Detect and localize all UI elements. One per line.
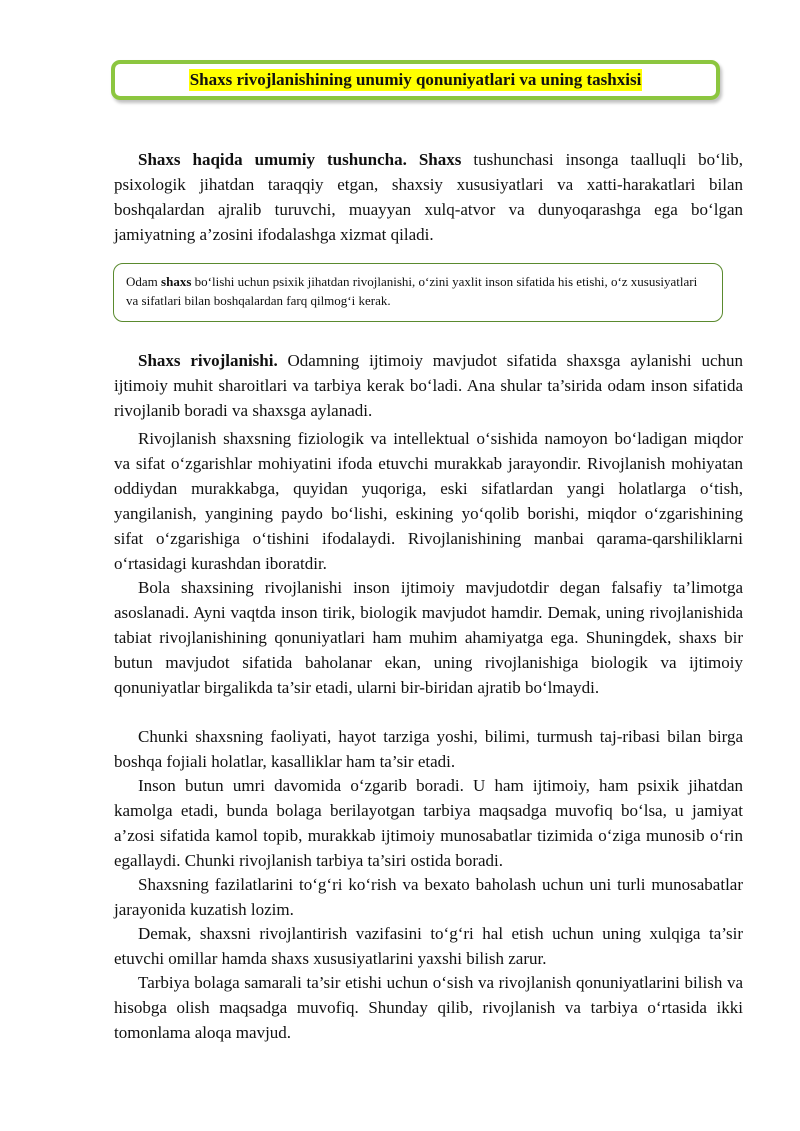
intro-bold-term: Shaxs	[418, 150, 462, 169]
paragraph-5: Shaxsning fazilatlarini to‘g‘ri ko‘rish va bexato baholash uchun uni turli munosabatlar jarayonida kuzatish lozim.	[114, 875, 743, 919]
development-paragraph	[114, 348, 743, 423]
development-bold-lead: Shaxs rivojlanishi.	[138, 351, 278, 370]
intro-text: tushunchasi insonga taalluqli bo‘lib, psixologik jihatdan taraqqiy etgan, shaxsiy xususiyatlari va xatti-harakatlari bilan boshqalardan ajralib turuvchi, muayyan xulq-atvor va dunyoqarashga ega bo‘lgan jamiyatning a’zosini ifodalashga xizmat qiladi.	[114, 150, 744, 244]
paragraph-1: Rivojlanish shaxsning fiziologik va intellektual o‘sishida namoyon bo‘ladigan miqdor va sifat o‘zgarishlar mohiyatini ifoda etuvchi murakkab jarayondir. Rivojlanish mohiyatan oddiydan murakkabga, quyidan yuqoriga, eski sifatlardan yangi holatlarga o‘tish, yangilanish, yangining paydo bo‘lishi, eskining yo‘qolib borishi, miqdor o‘zgarishining sifat o‘zgarishiga o‘tishini ifodalaydi. Rivojlanishining manbai qarama-qarshiliklarni o‘rtasidagi kurashdan iboratdir.	[114, 429, 743, 573]
paragraph-3: Chunki shaxsning faoliyati, hayot tarziga yoshi, bilimi, turmush taj-ribasi bilan birga boshqa fojiali holatlar, kasalliklar ham ta’sir etadi.	[114, 727, 743, 771]
paragraph-6: Demak, shaxsni rivojlantirish vazifasini to‘g‘ri hal etish uchun uning xulqiga ta’sir etuvchi omillar hamda shaxs xususiyatlarini yaxshi bilish zarur.	[114, 924, 743, 968]
development-text: Odamning ijtimoiy mavjudot sifatida shaxsga aylanishi uchun ijtimoiy muhit sharoitlari va tarbiya kerak bo‘ladi. Ana shular ta’sirida odam inson sifatida rivojlanib boradi va shaxsga aylanadi.	[114, 351, 743, 420]
note-post: bo‘lishi uchun psixik jihatdan rivojlanishi, o‘zini yaxlit inson sifatida his etishi, o‘z xususiyatlari va sifatlari bilan boshqalardan farq qilmog‘i kerak.	[126, 274, 698, 308]
note-pre: Odam	[126, 274, 158, 289]
intro-paragraph	[114, 147, 743, 247]
intro-bold-lead: Shaxs haqida umumiy tushuncha.	[138, 150, 407, 169]
paragraph-7: Tarbiya bolaga samarali ta’sir etishi uchun o‘sish va rivojlanish qonuniyatlarini bilish va hisobga olish maqsadga muvofiq. Shunday qilib, rivojlanish va tarbiya o‘rtasida ikki tomonlama aloqa mavjud.	[114, 973, 743, 1042]
note-box	[113, 263, 723, 322]
paragraph-4: Inson butun umri davomida o‘zgarib boradi. U ham ijtimoiy, ham psixik jihatdan kamolga etadi, bunda bolaga berilayotgan tarbiya maqsadga muvofiq bo‘lsa, u jamiyat a’zosi sifatida kamol topib, murakkab ijtimoiy munosabatlar tizimida o‘ziga munosib o‘rin egallaydi. Chunki rivojlanish tarbiya ta’siri ostida boradi.	[114, 776, 743, 870]
paragraph-2: Bola shaxsining rivojlanishi inson ijtimoiy mavjudotdir degan falsafiy ta’limotga asoslanadi. Ayni vaqtda inson tirik, biologik mavjudot hamdir. Demak, uning rivojlanishida tabiat rivojlanishining qonuniyatlari ham muhim ahamiyatga ega. Shuningdek, shaxs bir butun mavjudot sifatida baholanar ekan, uning rivojlanishiga biologik va ijtimoiy qonuniyatlar birgalikda ta’sir etadi, ularni bir-biridan ajratib bo‘lmaydi.	[114, 578, 743, 697]
page-title: Shaxs rivojlanishining unumiy qonuniyatlari va uning tashxisi	[189, 70, 642, 89]
note-bold: shaxs	[161, 274, 192, 289]
title-box	[111, 60, 720, 100]
